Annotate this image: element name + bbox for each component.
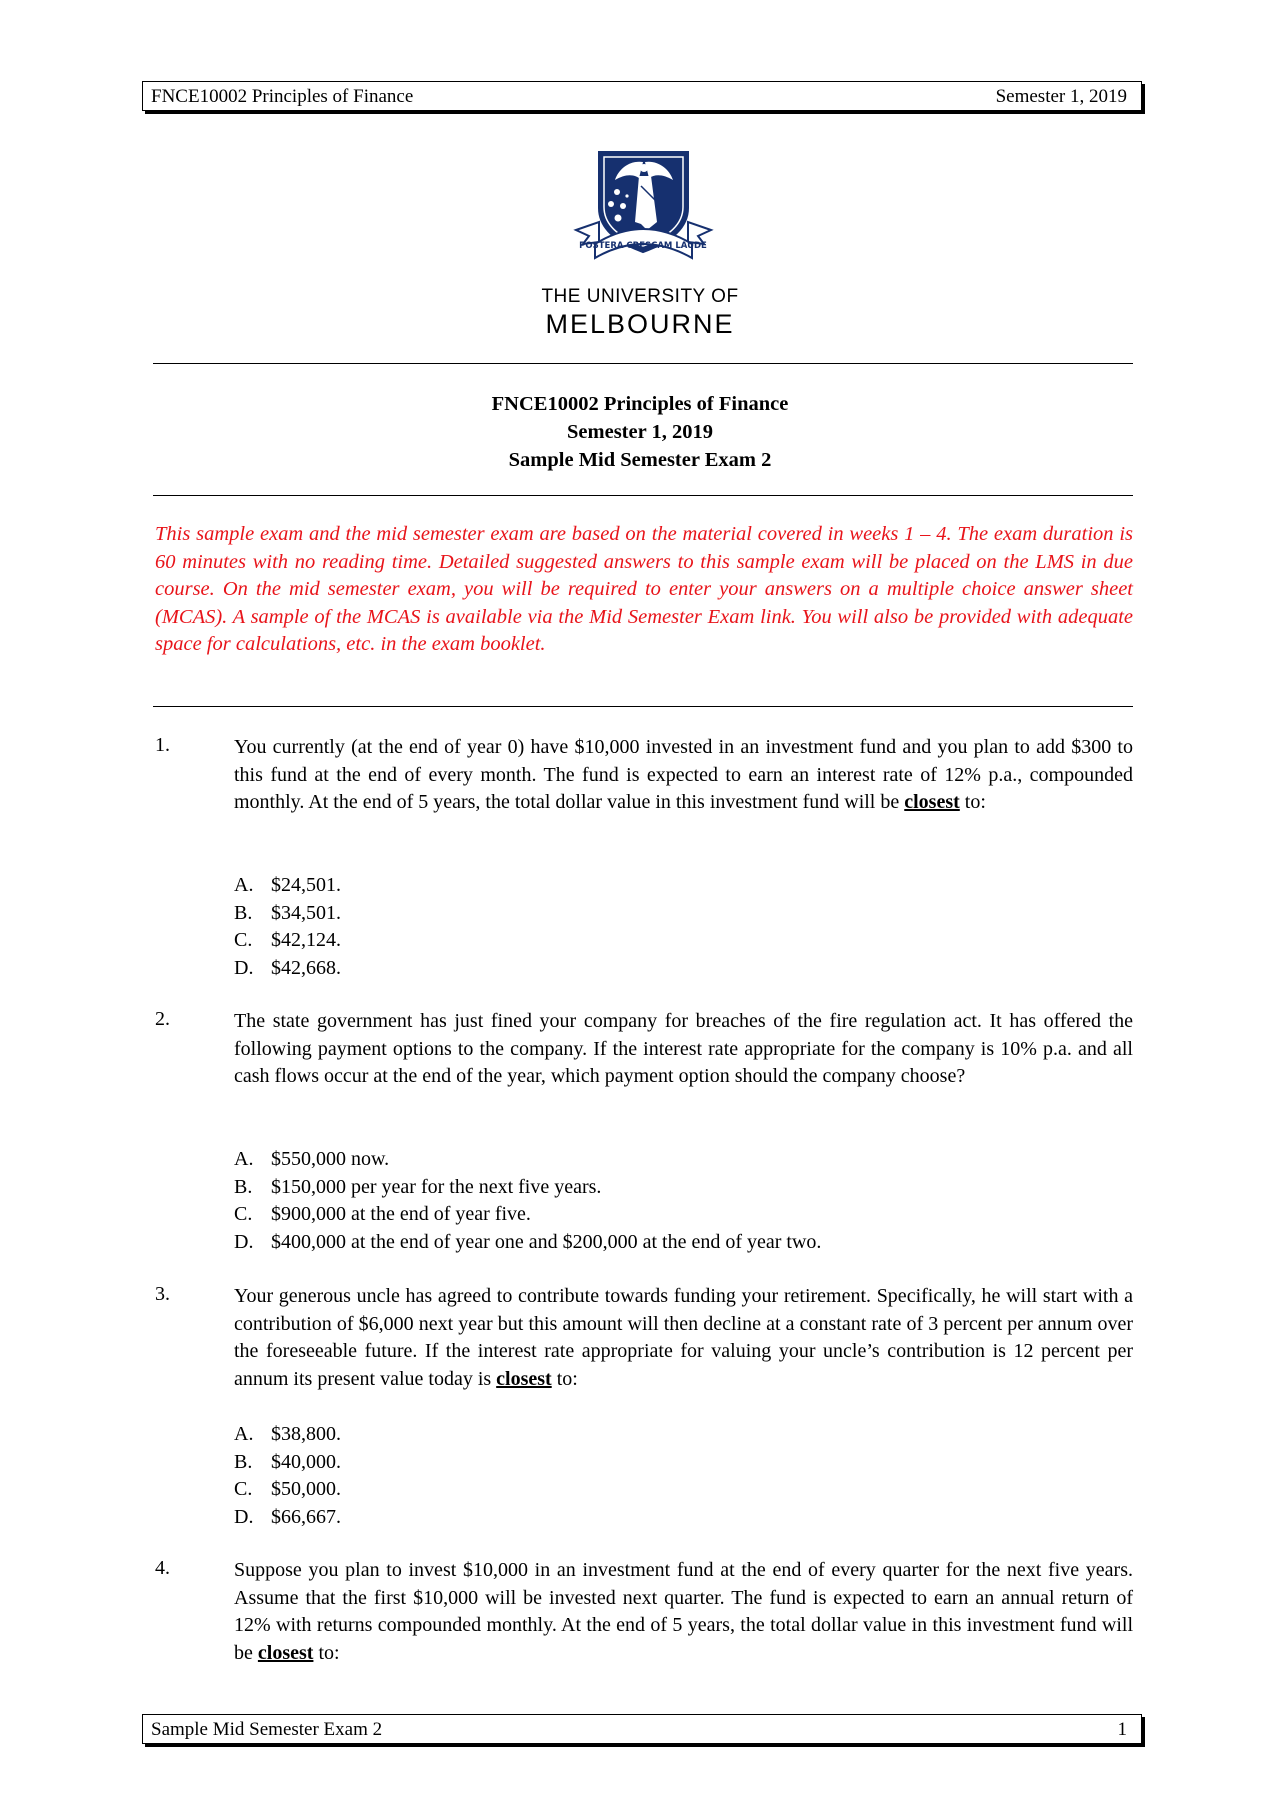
university-crest-logo bbox=[571, 148, 716, 288]
option-b[interactable]: B. $34,501. bbox=[234, 901, 341, 924]
header-course: FNCE10002 Principles of Finance bbox=[151, 86, 414, 107]
option-d[interactable]: D. $42,668. bbox=[234, 956, 341, 979]
answer-options bbox=[234, 872, 341, 982]
question-number: 4. bbox=[155, 1557, 170, 1579]
question-number: 1. bbox=[155, 734, 170, 756]
page-number: 1 bbox=[1117, 1719, 1127, 1740]
exam-title bbox=[0, 390, 1280, 474]
question-number: 2. bbox=[155, 1008, 170, 1030]
exam-instructions: This sample exam and the mid semester exam are based on the material covered in weeks 1 – 4. The exam duration is 60 minutes with no reading time. Detailed suggested answers to this sample exam will be placed on the LMS in due course. On the mid semester exam, you will be required to enter your answers on a multiple choice answer sheet (MCAS). A sample of the MCAS is available via the Mid Semester Exam link. You will also be provided with adequate space for calculations, etc. in the exam booklet. bbox=[155, 523, 1133, 655]
question-text: You currently (at the end of year 0) have $10,000 invested in an investment fund and you plan to add $300 to this fund at the end of every month. The fund is expected to earn an interest rate of 12% p.a., compounded monthly. At the end of 5 years, the total dollar value in this investment fund will be closest to: bbox=[234, 736, 1133, 813]
question-number: 3. bbox=[155, 1283, 170, 1305]
answer-options bbox=[234, 1421, 341, 1531]
emphasis: closest bbox=[904, 791, 960, 813]
question-text: The state government has just fined your company for breaches of the fire regulation act. It has offered the following payment options to the company. If the interest rate appropriate for the company is 10% p.a. and all cash flows occur at the end of the year, which payment option should the company choose? bbox=[234, 1010, 1133, 1087]
emphasis: closest bbox=[257, 1641, 314, 1664]
divider bbox=[153, 363, 1133, 364]
title-course: FNCE10002 Principles of Finance bbox=[491, 393, 789, 415]
option-d[interactable]: D. $400,000 at the end of year one and $200,000 at the end of year two. bbox=[234, 1230, 822, 1253]
crest-motto: POSTERA CRESCAM LAUDE bbox=[579, 241, 707, 251]
option-b[interactable]: B. $150,000 per year for the next five years. bbox=[234, 1175, 602, 1198]
question-text: Suppose you plan to invest $10,000 in an investment fund at the end of every quarter for the next five years. Assume that the first $10,000 will be invested next quarter. The fund is expected to earn an annual return of 12% with returns compounded monthly. At the end of 5 years, the total dollar value in this investment fund will be closest to: bbox=[234, 1559, 1133, 1664]
answer-options bbox=[234, 1146, 821, 1256]
title-exam: Sample Mid Semester Exam 2 bbox=[508, 449, 772, 471]
page-header bbox=[142, 81, 1142, 111]
option-a[interactable]: A. $38,800. bbox=[234, 1423, 341, 1445]
divider bbox=[153, 706, 1133, 707]
option-c[interactable]: C. $900,000 at the end of year five. bbox=[234, 1203, 531, 1225]
university-name-line2: MELBOURNE bbox=[545, 309, 735, 339]
emphasis: closest bbox=[496, 1367, 552, 1390]
option-c[interactable]: C. $50,000. bbox=[234, 1478, 341, 1500]
option-d[interactable]: D. $66,667. bbox=[234, 1505, 341, 1528]
question-text: Your generous uncle has agreed to contribute towards funding your retirement. Specifically, he will start with a contribution of $6,000 next year but this amount will then decline at a constant rate of 3 percent per annum over the foreseeable future. If the interest rate appropriate for valuing your uncle’s contribution is 12 percent per annum its present value today is closest to: bbox=[234, 1285, 1133, 1390]
page-footer bbox=[142, 1714, 1142, 1744]
option-c[interactable]: C. $42,124. bbox=[234, 929, 341, 951]
header-semester: Semester 1, 2019 bbox=[995, 86, 1127, 107]
option-a[interactable]: A. $24,501. bbox=[234, 874, 341, 896]
option-b[interactable]: B. $40,000. bbox=[234, 1450, 341, 1473]
university-name-line1: THE UNIVERSITY OF bbox=[541, 286, 739, 307]
title-semester: Semester 1, 2019 bbox=[567, 421, 713, 443]
footer-label: Sample Mid Semester Exam 2 bbox=[151, 1719, 383, 1740]
option-a[interactable]: A. $550,000 now. bbox=[234, 1148, 390, 1170]
divider bbox=[153, 495, 1133, 496]
